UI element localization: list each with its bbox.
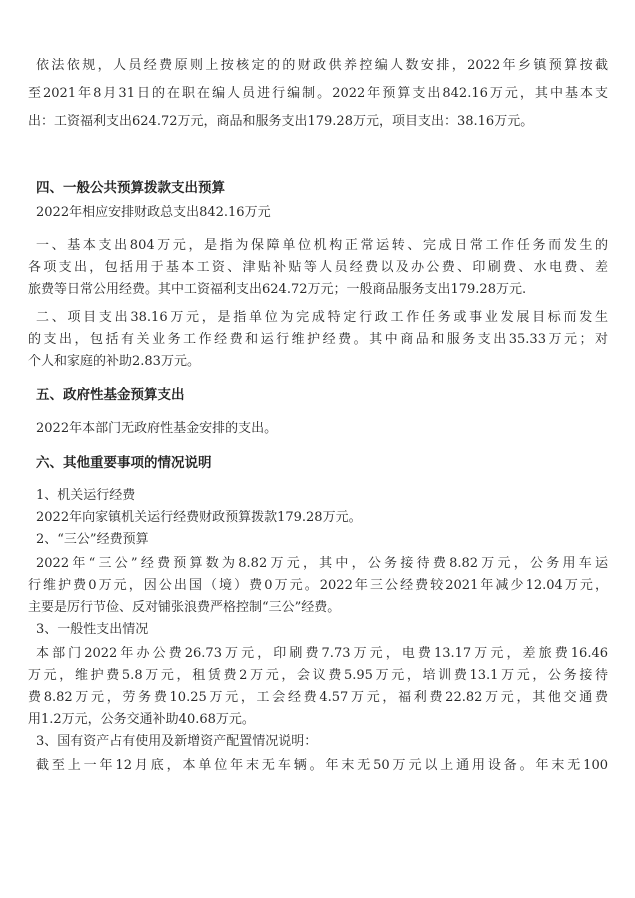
para-line: 出：工资福利支出624.72万元，商品和服务支出179.28万元，项目支出：38.16万元。 — [28, 114, 534, 129]
para-line: 万元，维护费5.8万元，租赁费2万元，会议费5.95万元，培训费13.1万元，公务接待 — [28, 668, 608, 683]
subsection-title: 1、机关运行经费 — [36, 488, 136, 503]
para-line: 截至上一年12月底，本单位年末无车辆。年末无50万元以上通用设备。年末无100 — [36, 758, 608, 773]
para-line: 2022年本部门无政府性基金安排的支出。 — [36, 421, 278, 436]
para-line: 至2021年8月31日的在职在编人员进行编制。2022年预算支出842.16万元，其中基本支 — [28, 86, 608, 101]
para-line: 依法依规，人员经费原则上按核定的的财政供养控编人数安排，2022年乡镇预算按截 — [36, 58, 608, 73]
para-line: 一、基本支出804万元，是指为保障单位机构正常运转、完成日常工作任务而发生的 — [36, 238, 608, 253]
subsection-title: 2、“三公”经费预算 — [36, 532, 149, 547]
section-heading: 四、一般公共预算拨款支出预算 — [36, 180, 225, 196]
para-line: 行维护费0万元，因公出国（境）费0万元。2022年三公经费较2021年减少12.04万元， — [28, 578, 608, 593]
para-line: 本部门2022年办公费26.73万元，印刷费7.73万元，电费13.17万元，差旅费16.46 — [36, 646, 608, 661]
section-heading: 五、政府性基金预算支出 — [36, 387, 185, 403]
para-line: 个人和家庭的补助2.83万元。 — [28, 354, 200, 369]
summary-line: 2022年相应安排财政总支出842.16万元 — [36, 205, 271, 220]
para-line: 各项支出，包括用于基本工资、津贴补贴等人员经费以及办公费、印刷费、水电费、差 — [28, 260, 608, 275]
para-line: 主要是厉行节俭、反对铺张浪费严格控制“三公”经费。 — [28, 600, 341, 615]
subsection-title: 3、一般性支出情况 — [36, 622, 149, 637]
para-line: 二、项目支出38.16万元，是指单位为完成特定行政工作任务或事业发展目标而发生 — [36, 310, 608, 325]
para-line: 2022年“三公”经费预算数为8.82万元，其中，公务接待费8.82万元，公务用车运 — [36, 556, 608, 571]
para-line: 的支出，包括有关业务工作经费和运行维护经费。其中商品和服务支出35.33万元；对 — [28, 332, 608, 347]
section-heading: 六、其他重要事项的情况说明 — [36, 455, 212, 471]
para-line: 2022年向家镇机关运行经费财政预算拨款179.28万元。 — [36, 510, 362, 525]
para-line: 用1.2万元，公务交通补助40.68万元。 — [28, 712, 255, 727]
para-line: 旅费等日常公用经费。其中工资福利支出624.72万元；一般商品服务支出179.28万元. — [28, 282, 527, 297]
para-line: 费8.82万元，劳务费10.25万元，工会经费4.57万元，福利费22.82万元，其他交通费 — [28, 690, 608, 705]
subsection-title: 3、国有资产占有使用及新增资产配置情况说明： — [36, 734, 318, 749]
